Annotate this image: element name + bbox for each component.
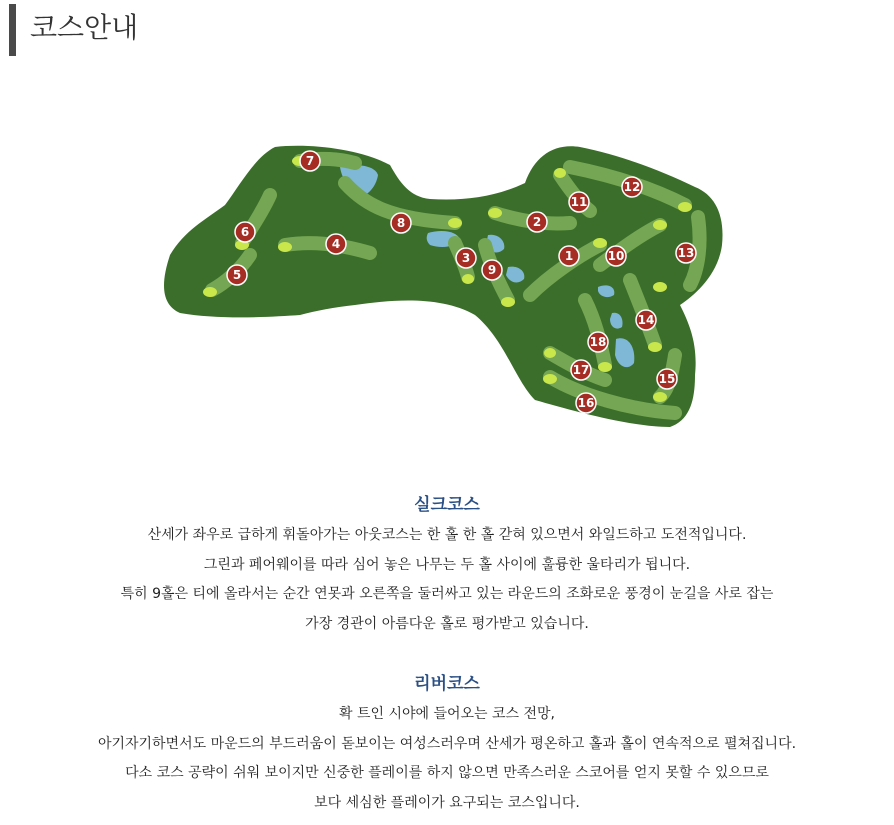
course-description-line: 다소 코스 공략이 쉬워 보이지만 신중한 플레이를 하지 않으면 만족스러운 스코어를 얻지 못할 수 있으므로 (125, 765, 769, 781)
hole-marker[interactable] (606, 246, 626, 266)
course-description-line: 산세가 좌우로 급하게 휘돌아가는 아웃코스는 한 홀 한 홀 갇혀 있으면서 와일드하고 도전적입니다. (147, 527, 747, 543)
svg-text:12: 12 (623, 180, 641, 194)
hole-marker[interactable] (559, 246, 579, 266)
hole-marker[interactable] (571, 360, 591, 380)
svg-text:10: 10 (607, 249, 625, 263)
course-description-line: 특히 9홀은 티에 올라서는 순간 연못과 오른쪽을 둘러싸고 있는 라운드의 조화로운 풍경이 눈길을 사로 잡는 (120, 586, 774, 602)
svg-text:16: 16 (577, 396, 595, 410)
svg-text:11: 11 (570, 195, 588, 209)
page-title: 코스안내 (9, 4, 138, 56)
course-description-line: 보다 세심한 플레이가 요구되는 코스입니다. (314, 794, 580, 811)
svg-text:8: 8 (396, 216, 406, 230)
hole-marker[interactable] (569, 192, 589, 212)
svg-text:6: 6 (240, 225, 250, 239)
hole-marker[interactable] (456, 248, 476, 268)
svg-text:5: 5 (232, 268, 242, 282)
course-name: 리버코스 (414, 674, 480, 694)
course-name: 실크코스 (414, 495, 480, 515)
hole-marker[interactable] (300, 151, 320, 171)
svg-text:2: 2 (532, 215, 542, 229)
hole-marker[interactable] (227, 265, 247, 285)
svg-text:9: 9 (487, 263, 497, 277)
course-description-line: 가장 경관이 아름다운 홀로 평가받고 있습니다. (305, 615, 589, 632)
hole-marker[interactable] (527, 212, 547, 232)
hole-marker[interactable] (482, 260, 502, 280)
hole-marker[interactable] (576, 393, 596, 413)
hole-marker[interactable] (588, 332, 608, 352)
hole-marker[interactable] (636, 310, 656, 330)
course-description-line: 확 트인 시야에 들어오는 코스 전망, (338, 706, 556, 722)
svg-text:13: 13 (677, 246, 695, 260)
course-description-line: 그린과 페어웨이를 따라 심어 놓은 나무는 두 홀 사이에 훌륭한 울타리가 됩니다. (203, 556, 691, 573)
svg-text:18: 18 (589, 335, 607, 349)
course-section-silk (0, 494, 894, 639)
hole-marker[interactable] (622, 177, 642, 197)
hole-marker[interactable] (676, 243, 696, 263)
course-map (150, 135, 740, 435)
svg-text:3: 3 (461, 251, 471, 265)
svg-text:15: 15 (658, 372, 676, 386)
hole-marker[interactable] (326, 234, 346, 254)
svg-text:7: 7 (305, 154, 315, 168)
svg-text:17: 17 (572, 363, 590, 377)
hole-marker[interactable] (657, 369, 677, 389)
svg-text:14: 14 (637, 313, 655, 327)
course-description-line: 아기자기하면서도 마운드의 부드러움이 돋보이는 여성스러우며 산세가 평온하고 홀과 홀이 연속적으로 펼쳐집니다. (97, 735, 797, 752)
hole-marker[interactable] (391, 213, 411, 233)
hole-marker[interactable] (235, 222, 255, 242)
course-section-river (0, 673, 894, 818)
svg-text:4: 4 (331, 237, 341, 251)
svg-text:1: 1 (564, 249, 574, 263)
